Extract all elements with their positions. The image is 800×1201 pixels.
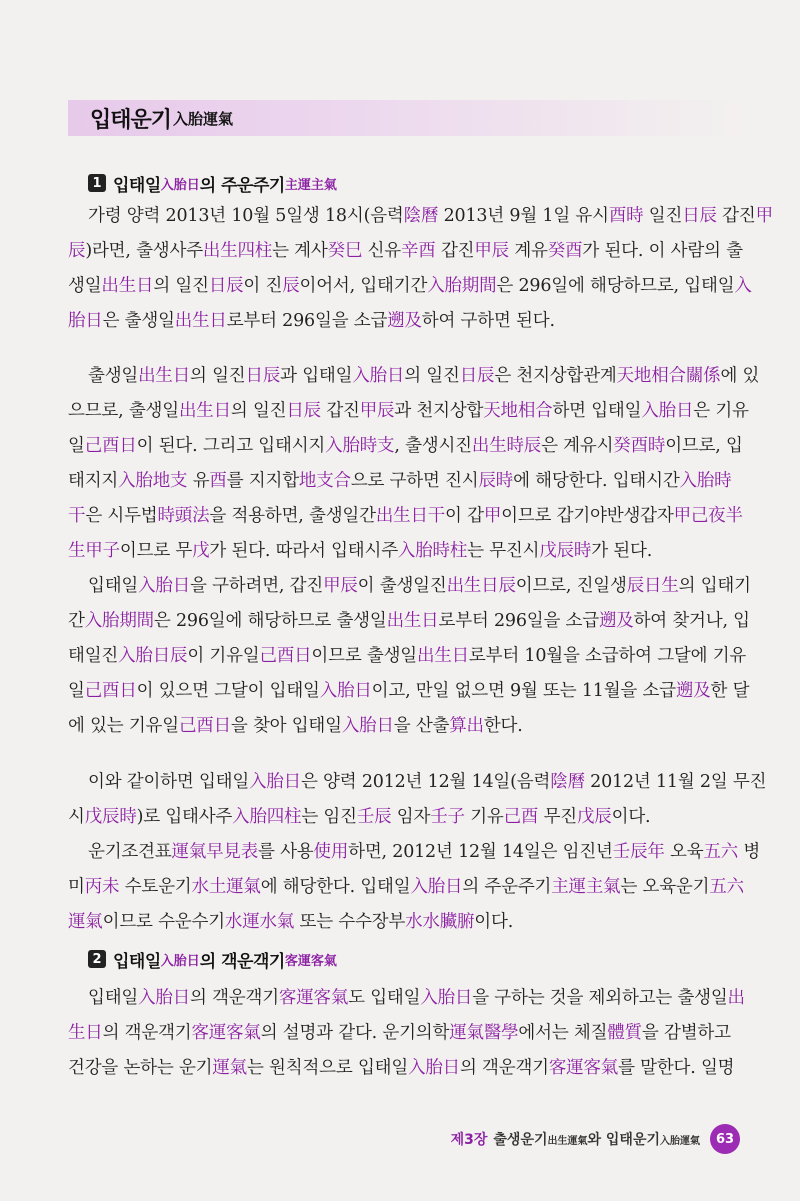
hanja-term: 出生日 [174, 311, 227, 331]
hanja-term: 干 [68, 506, 86, 526]
hanja-term: 癸酉 [547, 241, 583, 261]
hanja-term: 入胎時支 [325, 436, 395, 456]
hanja-term: 癸巳 [327, 241, 363, 261]
hanja-term: 出生日 [138, 366, 191, 386]
page-number: 63 [710, 1124, 740, 1154]
hanja-term: 運氣 [212, 1058, 247, 1078]
hanja-term: 天地相合 [483, 401, 553, 421]
text-line: 간入胎期間은 296일에 해당하므로 출생일出生日로부터 296일을 소급遡及하여 찾거나, 입 [68, 611, 750, 631]
hanja-term: 酉時 [608, 206, 644, 226]
hanja-term: 客運客氣 [548, 1058, 619, 1078]
hanja-term: 入胎日 [138, 576, 191, 596]
hanja-term: 出生日 [386, 611, 439, 631]
hanja-term: 甲辰 [323, 576, 358, 596]
hanja-term: 出生時辰 [471, 436, 542, 456]
text-line: 辰)라면, 출생사주出生四柱는 계사癸巳 신유辛酉 갑진甲辰 계유癸酉가 된다. 이 사람의 출 [68, 241, 743, 261]
text-line: 입태일入胎日의 객운객기客運客氣도 입태일入胎日을 구하는 것을 제외하고는 출생일出 [88, 988, 745, 1008]
footer-hanja-1: 出生運氣 [547, 1135, 588, 1147]
text-line: 일己酉日이 된다. 그리고 입태시지入胎時支, 출생시진出生時辰은 계유시癸酉時이므로, 입 [68, 436, 743, 456]
hanja-term: 酉 [209, 471, 227, 491]
hanja-term: 戊辰 [577, 807, 612, 827]
hanja-term: 出生日 [417, 646, 469, 666]
hanja-term: 生甲子 [68, 541, 120, 561]
hanja-term: 時頭法 [157, 506, 210, 526]
section-title-text: 입태운기 [90, 107, 172, 133]
hanja-term: 己酉日 [259, 646, 312, 666]
hanja-term: 入胎時 [679, 471, 732, 491]
hanja-term: 出生日 [101, 276, 154, 296]
subsection-heading-2 [88, 946, 337, 972]
hanja-term: 入胎期間 [84, 611, 154, 631]
subsection-title-rest: 의 객운객기 [199, 951, 285, 972]
text-line: 으므로, 출생일出生日의 일진日辰 갑진甲辰과 천지상합天地相合하면 입태일入胎日은 기유 [68, 401, 749, 421]
hanja-term: 入胎地支 [118, 471, 188, 491]
hanja-term: 算出 [449, 716, 484, 736]
subsection-title-rest: 의 주운주기 [199, 175, 285, 196]
hanja-term: 癸酉時 [613, 436, 666, 456]
hanja-term: 辰 [282, 276, 300, 296]
text-line: 生日의 객운객기客運客氣의 설명과 같다. 운기의학運氣醫學에서는 체질體質을 감별하고 [68, 1023, 731, 1043]
hanja-term: 體質 [607, 1023, 642, 1043]
hanja-term: 辰日生 [626, 576, 679, 596]
hanja-term: 運氣 [68, 912, 103, 932]
hanja-term: 壬辰 [356, 807, 392, 827]
hanja-term: 丙未 [84, 877, 120, 897]
hanja-term: 出生日干 [375, 506, 446, 526]
hanja-term: 辛酉 [400, 241, 436, 261]
text-line: 출생일出生日의 일진日辰과 입태일入胎日의 일진日辰은 천지상합관계天地相合關係에 있 [88, 366, 760, 386]
hanja-term: 運氣醫學 [449, 1023, 519, 1043]
text-line: 운기조견표運氣早見表를 사용使用하면, 2012년 12월 14일은 임진년壬辰年 오육五六 병 [88, 842, 761, 862]
hanja-term: 運氣早見表 [171, 842, 259, 862]
text-line: 건강을 논하는 운기運氣는 원칙적으로 입태일入胎日의 객운객기客運客氣를 말한다. 일명 [68, 1058, 735, 1078]
hanja-term: 出生日 [178, 401, 231, 421]
page-footer [451, 1122, 740, 1156]
hanja-term: 日辰 [208, 276, 244, 296]
hanja-term: 出生四柱 [202, 241, 273, 261]
hanja-term: 日辰 [286, 401, 321, 421]
text-line: 運氣이므로 수운수기水運水氣 또는 수수장부水水臟腑이다. [68, 912, 514, 932]
subsection-hanja: 入胎日 [160, 953, 200, 969]
hanja-term: 遡及 [675, 681, 711, 701]
text-line: 일己酉日이 있으면 그달이 입태일入胎日이고, 만일 없으면 9월 또는 11월을 소급遡及한 달 [68, 681, 750, 701]
text-line: 태지지入胎地支 유酉를 지지합地支合으로 구하면 진시辰時에 해당한다. 입태시간入胎時 [68, 471, 732, 491]
section-title [68, 100, 748, 136]
hanja-term: 日辰 [245, 366, 281, 386]
hanja-term: 己酉日 [178, 716, 231, 736]
hanja-term: 入胎日 [410, 877, 463, 897]
hanja-term: 水土運氣 [191, 877, 261, 897]
hanja-term: 五六 [709, 877, 744, 897]
hanja-term: 出生日辰 [446, 576, 516, 596]
hanja-term: 入胎日 [319, 681, 372, 701]
text-line: 이와 같이하면 입태일入胎日은 양력 2012년 12월 14일(음력陰曆 2012년 11월 2일 무진 [88, 772, 767, 792]
hanja-term: 陰曆 [550, 772, 585, 792]
hanja-term: 甲 [755, 206, 773, 226]
text-line: 가령 양력 2013년 10월 5일생 18시(음력陰曆 2013년 9월 1일 유시酉時 일진日辰 갑진甲 [88, 206, 773, 226]
text-line: 입태일入胎日을 구하려면, 갑진甲辰이 출생일진出生日辰이므로, 진일생辰日生의 입태기 [88, 576, 751, 596]
text-line: 시戊辰時)로 입태사주入胎四柱는 임진壬辰 임자壬子 기유己酉 무진戊辰이다. [68, 807, 651, 827]
hanja-term: 辰時 [478, 471, 514, 491]
hanja-term: 甲 [483, 506, 502, 526]
hanja-term: 壬子 [430, 807, 465, 827]
hanja-term: 戊辰時 [539, 541, 592, 561]
hanja-term: 己酉 [503, 807, 539, 827]
hanja-term: 五六 [703, 842, 739, 862]
hanja-term: 日辰 [459, 366, 495, 386]
hanja-term: 甲辰 [474, 241, 509, 261]
text-line: 태일진入胎日辰이 기유일己酉日이므로 출생일出生日로부터 10월을 소급하여 그달에 기유 [68, 646, 747, 666]
subsection-hanja-2: 主運主氣 [284, 177, 337, 193]
hanja-term: 日辰 [682, 206, 717, 226]
hanja-term: 出 [727, 988, 745, 1008]
hanja-term: 入胎日 [341, 716, 394, 736]
subsection-hanja: 入胎日 [160, 177, 200, 193]
hanja-term: 入胎日 [352, 366, 405, 386]
text-line: 生甲子이므로 무戊가 된다. 따라서 입태시주入胎時柱는 무진시戊辰時가 된다. [68, 541, 653, 561]
hanja-term: 客運客氣 [191, 1023, 261, 1043]
hanja-term: 天地相合關係 [616, 366, 721, 386]
subsection-heading-1 [88, 170, 337, 196]
hanja-term: 陰曆 [403, 206, 439, 226]
footer-title-2: 와 입태운기 [587, 1132, 660, 1148]
footer-chapter: 제3장 [450, 1132, 488, 1148]
text-line: 생일出生日의 일진日辰이 진辰이어서, 입태기간入胎期間은 296일에 해당하므로, 입태일入 [68, 276, 752, 296]
hanja-term: 使用 [313, 842, 349, 862]
hanja-term: 主運主氣 [551, 877, 621, 897]
hanja-term: 壬辰年 [612, 842, 665, 862]
text-line: 미丙未 수토운기水土運氣에 해당한다. 입태일入胎日의 주운주기主運主氣는 오육운기五六 [68, 877, 744, 897]
hanja-term: 客運客氣 [278, 988, 349, 1008]
subsection-title: 입태일 [113, 175, 161, 196]
hanja-term: 入胎時柱 [397, 541, 468, 561]
hanja-term: 入胎日 [249, 772, 301, 792]
hanja-term: 甲辰 [359, 401, 395, 421]
text-line: 干은 시두법時頭法을 적용하면, 출생일간出生日干이 갑甲이므로 갑기야반생갑자甲己夜半 [68, 506, 743, 526]
hanja-term: 遡及 [387, 311, 422, 331]
hanja-term: 入 [734, 276, 752, 296]
hanja-term: 甲己夜半 [673, 506, 743, 526]
footer-title-1: 출생운기 [493, 1132, 548, 1148]
hanja-term: 水水臟腑 [405, 912, 475, 932]
hanja-term: 入胎日 [641, 401, 694, 421]
hanja-term: 戊辰時 [84, 807, 137, 827]
hanja-term: 入胎日辰 [118, 646, 188, 666]
section-title-hanja: 入胎運氣 [173, 109, 234, 128]
hanja-term: 水運水氣 [224, 912, 295, 932]
hanja-term: 戊 [192, 541, 210, 561]
hanja-term: 地支合 [298, 471, 351, 491]
text-line: 胎日은 출생일出生日로부터 296일을 소급遡及하여 구하면 된다. [68, 311, 555, 331]
subsection-number: 1 [88, 174, 106, 192]
subsection-hanja-2: 客運客氣 [284, 953, 337, 969]
hanja-term: 入胎日 [420, 988, 473, 1008]
hanja-term: 生日 [68, 1023, 103, 1043]
footer-hanja-2: 入胎運氣 [660, 1135, 700, 1147]
hanja-term: 入胎期間 [427, 276, 497, 296]
subsection-number: 2 [88, 950, 106, 968]
subsection-title: 입태일 [113, 951, 161, 972]
hanja-term: 己酉日 [84, 436, 137, 456]
hanja-term: 入胎日 [408, 1058, 460, 1078]
hanja-term: 辰 [68, 241, 86, 261]
hanja-term: 入胎日 [138, 988, 191, 1008]
hanja-term: 遡及 [598, 611, 634, 631]
hanja-term: 入胎四柱 [232, 807, 302, 827]
hanja-term: 己酉日 [84, 681, 137, 701]
text-line: 에 있는 기유일己酉日을 찾아 입태일入胎日을 산출算出한다. [68, 716, 523, 736]
hanja-term: 胎日 [68, 311, 103, 331]
